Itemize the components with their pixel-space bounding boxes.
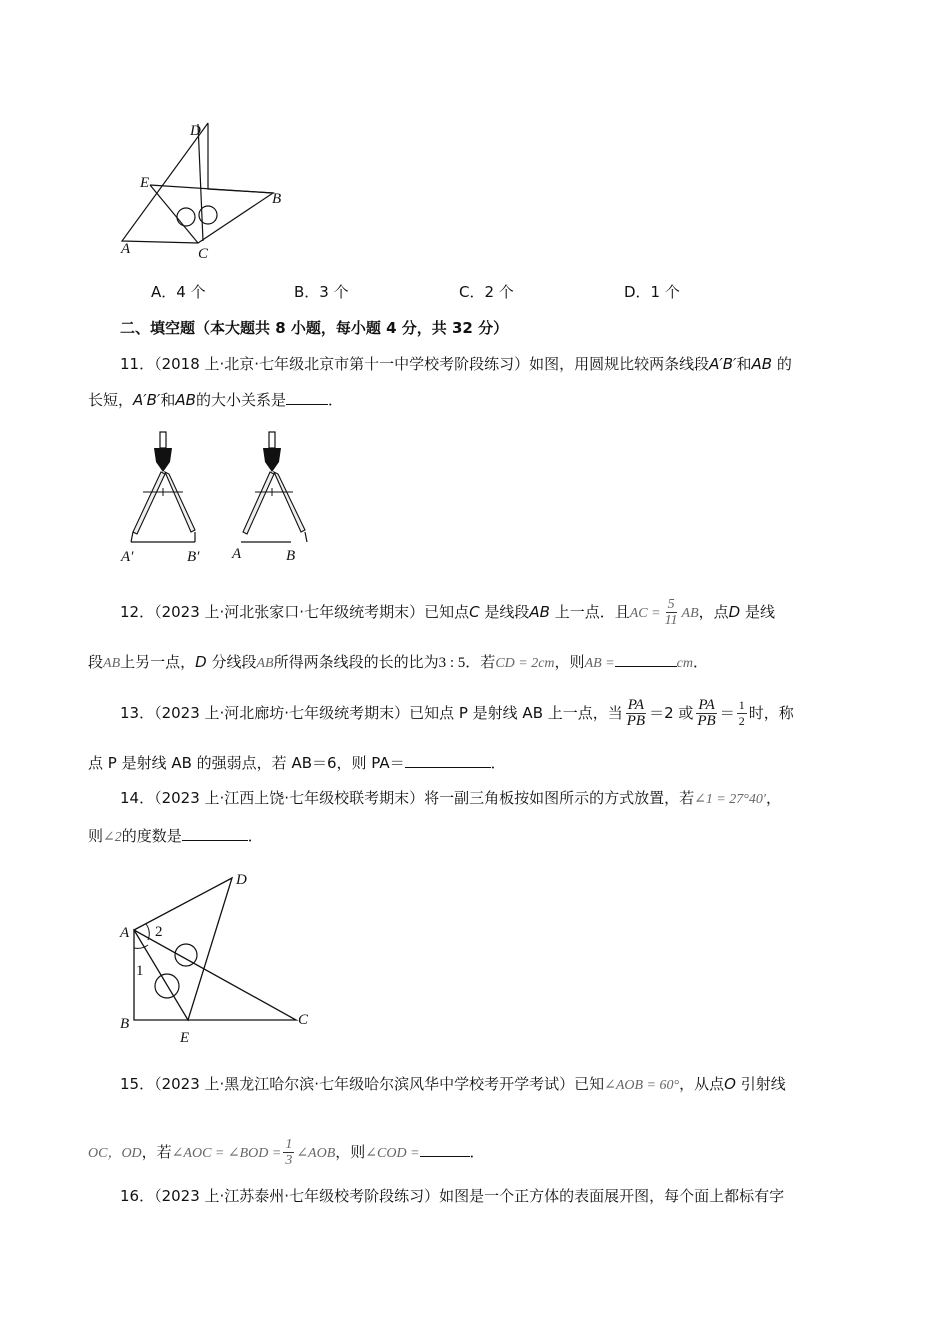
label-A-prime: A′: [121, 549, 134, 565]
section-title: 二、填空题（本大题共 8 小题，每小题 4 分，共 32 分）: [120, 319, 509, 337]
figure-set-squares: [112, 866, 332, 1048]
label-A: A: [121, 241, 131, 257]
question-15-line2: OC，OD，若∠AOC = ∠BOD = $\frac{1}{3}$ ∠AOB，则∠COD = ．: [88, 1137, 485, 1168]
question-12-line2: 段AB上另一点，D 分线段AB所得两条线段的长的比为3 : 5．若CD = 2cm，则AB = cm．: [88, 650, 868, 676]
label-B: B: [272, 191, 282, 207]
question-11-line1: 11．（2018 上·北京·七年级北京市第十一中学校考阶段练习）如图，用圆规比较两条线段A′B′和AB 的: [120, 355, 792, 373]
option-d: D．1 个: [624, 283, 680, 301]
option-a: A．4 个: [151, 283, 206, 301]
answer-blank-14[interactable]: [182, 824, 248, 841]
question-13-line2: 点 P 是射线 AB 的强弱点，若 AB＝6，则 PA＝ ．: [88, 751, 868, 775]
figure-triangles: [110, 115, 300, 265]
answer-blank-11[interactable]: [286, 388, 328, 405]
label-angle-2: 2: [155, 924, 163, 940]
label-A: A: [232, 546, 242, 562]
label-C: C: [298, 1012, 309, 1028]
label-E: E: [180, 1030, 190, 1046]
label-A: A: [120, 925, 130, 941]
question-14-line2: 则∠2的度数是 ．: [88, 824, 868, 850]
label-B-prime: B′: [187, 549, 200, 565]
answer-blank-13[interactable]: [405, 751, 491, 768]
question-15-line1: 15．（2023 上·黑龙江哈尔滨·七年级哈尔滨风华中学校考开学考试）已知∠AOB = 60°，从点O 引射线: [120, 1075, 786, 1093]
label-B: B: [286, 548, 296, 564]
answer-blank-15[interactable]: [420, 1140, 470, 1157]
question-13-line1: 13．（2023 上·河北廊坊·七年级统考期末）已知点 P 是射线 AB 上一点，当 $\frac{PA}{PB}$ ＝2 或 $\frac{PA}{PB}$ ＝ $\frac{1}{2}$ 时，称: [120, 697, 794, 729]
label-E: E: [140, 175, 150, 191]
label-angle-1: 1: [136, 963, 144, 979]
label-D: D: [236, 872, 247, 888]
option-c: C．2 个: [459, 283, 514, 301]
question-12-line1: 12．（2023 上·河北张家口·七年级统考期末）已知点C 是线段AB 上一点．且AC = $\frac{5}{11}$ AB，点D 是线: [120, 597, 776, 628]
label-C: C: [198, 246, 209, 262]
answer-blank-12[interactable]: [615, 650, 677, 667]
figure-compasses: [115, 428, 325, 568]
question-14-line1: 14．（2023 上·江西上饶·七年级校联考期末）将一副三角板按如图所示的方式放置，若∠1 = 27°40′，: [120, 789, 781, 807]
label-D: D: [190, 123, 201, 139]
option-b: B．3 个: [294, 283, 349, 301]
question-16-line1: 16．（2023 上·江苏泰州·七年级校考阶段练习）如图是一个正方体的表面展开图，每个面上都标有字: [120, 1187, 785, 1205]
question-11-line2: 长短，A′B′和AB的大小关系是 ．: [88, 388, 868, 412]
label-B: B: [120, 1016, 130, 1032]
